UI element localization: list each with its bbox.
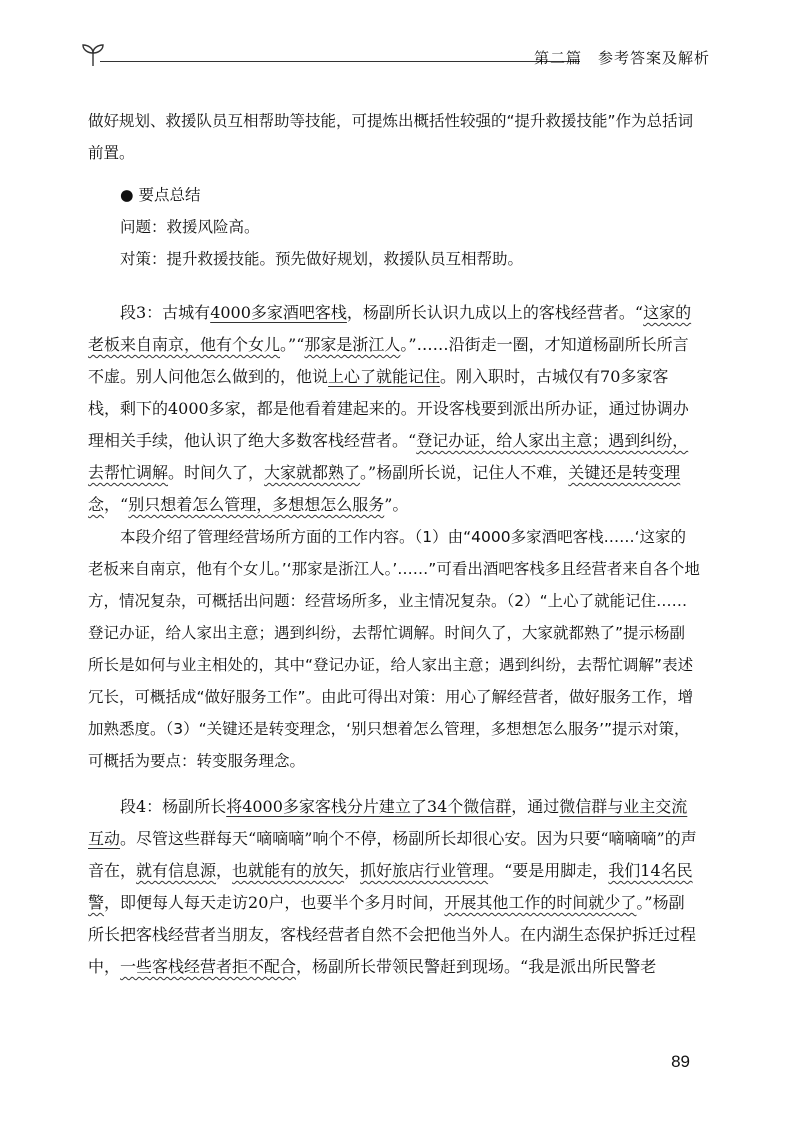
wavy-underlined-text: 就有信息源 xyxy=(136,861,217,880)
page-number: 89 xyxy=(671,1052,690,1071)
wavy-underlined-text: 一些客栈经营者拒不配合 xyxy=(120,957,297,976)
problem-line: 问题：救援风险高。 xyxy=(120,218,260,236)
underlined-text: 4000多家酒吧客栈 xyxy=(210,303,347,322)
underlined-text: 上心了就能记住 xyxy=(328,367,441,386)
segment-3-paragraph: 段3：古城有4000多家酒吧客栈，杨副所长认识九成以上的客栈经营者。“这家的老板来自南京，他有个女儿。”“那家是浙江人。”……沿街走一圈，才知道杨副所长所言不虚。别人问他怎么做到的，他说上心了就能记住。刚入职时，古城仅有70多家客栈，剩下的4000多家，都是他看着建起来的。开设客栈要到派出所办证，通过协调办理相关手续，他认识了绝大多数客栈经营者。“登记办证，给人家出主意；遇到纠纷，去帮忙调解。时间久了，大家就都熟了。”杨副所长说，记住人不难，关键还是转变理念，“别只想着怎么管理，多想想怎么服务”。 xyxy=(88,303,692,514)
segment-4-paragraph: 段4：杨副所长将4000多家客栈分片建立了34个微信群，通过微信群与业主交流互动。尽管这些群每天“嘀嘀嘀”响个不停，杨副所长却很心安。因为只要“嘀嘀嘀”的声音在，就有信息源，也就能有的放矢，抓好旅店行业管理。“要是用脚走，我们14名民警，即便每人每天走访20户，也要半个多月时间，开展其他工作的时间就少了。”杨副所长把客栈经营者当朋友，客栈经营者自然不会把他当外人。在内湖生态保护拆迁过程中，一些客栈经营者拒不配合，杨副所长带领民警赶到现场。“我是派出所民警老 xyxy=(88,797,697,976)
segment-3-analysis: 本段介绍了管理经营场所方面的工作内容。（1）由“4000多家酒吧客栈……‘这家的老板来自南京，他有个女儿。’‘那家是浙江人。’……”可看出酒吧客栈多且经营者来自各个地方，情况复杂，可概括出问题：经营场所多，业主情况复杂。（2）“上心了就能记住……登记办证，给人家出主意；遇到纠纷，去帮忙调解。时间久了，大家就都熟了”提示杨副所长是如何与业主相处的，其中“登记办证，给人家出主意；遇到纠纷，去帮忙调解”表述冗长，可概括成“做好服务工作”。由此可得出对策：用心了解经营者，做好服务工作，增加熟悉度。（3）“关键还是转变理念，‘别只想着怎么管理，多想想怎么服务’”提示对策，可概括为要点：转变服务理念。 xyxy=(88,528,700,770)
countermeasure-line: 对策：提升救援技能。预先做好规划，救援队员互相帮助。 xyxy=(120,250,524,268)
header-rule xyxy=(100,61,580,62)
wavy-underlined-text: 关键还是转变理念 xyxy=(88,463,681,514)
wavy-underlined-text: 这家的老板来自南京，他有个女儿 xyxy=(88,303,692,354)
wavy-underlined-text: 登记办证，给人家出主意；遇到纠纷，去帮忙调解 xyxy=(88,431,689,482)
wavy-underlined-text: 开展其他工作的时间就少了 xyxy=(444,893,637,912)
header-title: 第二篇 参考答案及解析 xyxy=(533,49,710,67)
page-body xyxy=(88,105,700,983)
wavy-underlined-text: 那家是浙江人 xyxy=(304,335,401,354)
intro-paragraph: 做好规划、救援队员互相帮助等技能，可提炼出概括性较强的“提升救援技能”作为总括词前置。 xyxy=(88,112,694,162)
page-header xyxy=(80,42,710,72)
wavy-underlined-text: 大家就都熟了 xyxy=(264,463,361,482)
wavy-underlined-text: 我们14名民警 xyxy=(88,861,693,912)
wavy-underlined-text: 抓好旅店行业管理 xyxy=(360,861,489,880)
wavy-underlined-text: 别只想着怎么管理，多想想怎么服务 xyxy=(128,495,385,514)
underlined-text: 将4000多家客栈分片建立了34个微信群 xyxy=(226,797,512,816)
summary-heading: ● 要点总结 xyxy=(120,186,201,204)
wavy-underlined-text: 也就能有的放矢 xyxy=(232,861,345,880)
sprout-icon xyxy=(80,42,106,72)
underlined-text: 微信群与业主交流互动 xyxy=(88,797,688,848)
